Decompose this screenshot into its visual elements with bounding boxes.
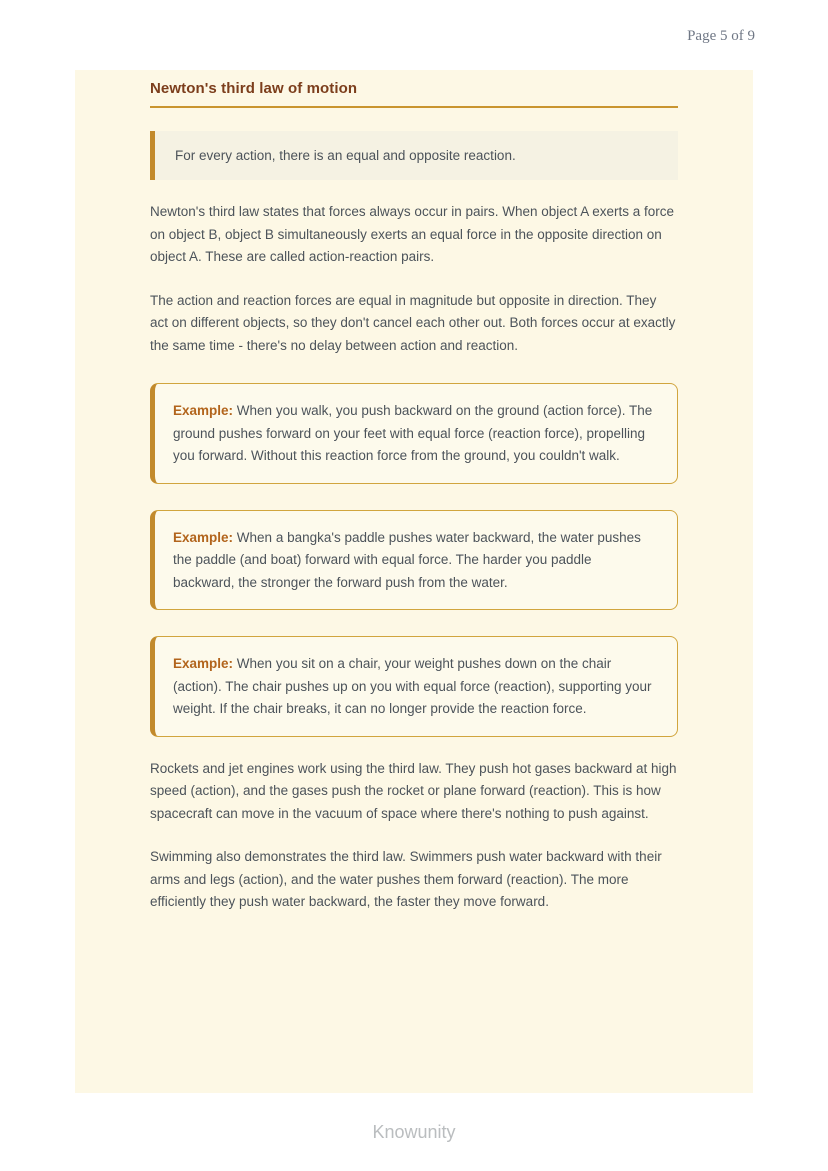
- example-text: When you walk, you push backward on the ground (action force). The ground pushes forward on your feet with equal force (reaction force), propelling you forward. Without this reaction force from the ground, you couldn't walk.: [173, 403, 653, 463]
- example-box-paddle: [150, 510, 678, 611]
- paragraph-equal-opposite: The action and reaction forces are equal in magnitude but opposite in direction. They act on different objects, so they don't cancel each other out. Both forces occur at exactly the same time - there's no delay between action and reaction.: [150, 292, 676, 353]
- example-label: Example:: [173, 656, 234, 671]
- document-card: [75, 70, 753, 1093]
- paragraph-swimming: Swimming also demonstrates the third law. Swimmers push water backward with their arms and legs (action), and the water pushes them forward (reaction). The more efficiently they push water backward, the faster they move forward.: [150, 849, 662, 909]
- paragraph-pairs: Newton's third law states that forces always occur in pairs. When object A exerts a force on object B, object B simultaneously exerts an equal force in the opposite direction on object A. These are called action-reaction pairs.: [150, 204, 675, 264]
- example-label: Example:: [173, 403, 234, 418]
- quote-text: For every action, there is an equal and opposite reaction.: [175, 148, 516, 163]
- section-heading: Newton's third law of motion: [150, 80, 358, 97]
- document-content: [75, 70, 753, 914]
- paragraph-rockets: Rockets and jet engines work using the third law. They push hot gases backward at high speed (action), and the gases push the rocket or plane forward (reaction). This is how spacecraft can move in the vacuum of space where there's nothing to push against.: [150, 760, 677, 821]
- heading-divider: [150, 106, 678, 108]
- example-box-walking: [150, 383, 678, 484]
- quote-callout: [150, 131, 678, 180]
- example-text: When a bangka's paddle pushes water backward, the water pushes the paddle (and boat) forward with equal force. The harder you paddle backward, the stronger the forward push from the water.: [173, 529, 641, 590]
- example-text: When you sit on a chair, your weight pushes down on the chair (action). The chair pushes up on you with equal force (reaction), supporting your weight. If the chair breaks, it can no longer provide the reaction force.: [173, 656, 652, 716]
- example-box-chair: [150, 636, 678, 737]
- page-indicator: Page 5 of 9: [687, 28, 755, 44]
- example-label: Example:: [173, 529, 234, 545]
- footer-brand: Knowunity: [372, 1122, 456, 1142]
